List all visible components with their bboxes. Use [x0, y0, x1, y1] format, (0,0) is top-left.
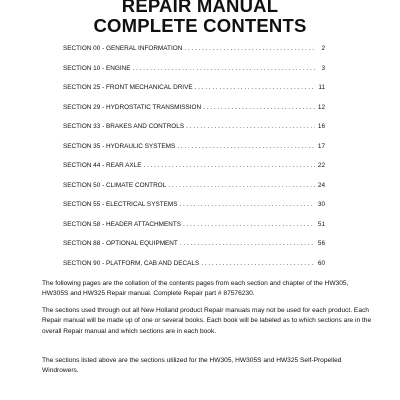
toc-entry[interactable]	[63, 45, 325, 65]
toc-entry-title: SECTION 33 - BRAKES AND CONTROLS	[63, 123, 185, 130]
toc-entry[interactable]	[63, 104, 325, 124]
toc-entry-title: SECTION 58 - HEADER ATTACHMENTS	[63, 220, 182, 228]
toc-entry-page: 56	[317, 240, 325, 247]
toc-leader-dots	[144, 162, 316, 169]
toc-entry-page: 60	[317, 259, 325, 267]
manual-subtitle: COMPLETE CONTENTS	[93, 15, 307, 36]
toc-leader-dots	[177, 143, 315, 150]
toc-entry[interactable]	[63, 260, 325, 280]
toc-leader-dots	[183, 221, 315, 228]
toc-leader-dots	[168, 182, 315, 189]
toc-entry-title: SECTION 90 - PLATFORM, CAB AND DECALS	[63, 259, 200, 267]
toc-entry[interactable]	[63, 84, 325, 104]
toc-entry-title: SECTION 88 - OPTIONAL EQUIPMENT	[63, 240, 178, 247]
toc-leader-dots	[180, 240, 315, 247]
toc-entry-title: SECTION 10 - ENGINE	[63, 64, 131, 72]
toc-entry-title: SECTION 29 - HYDROSTATIC TRANSMISSION	[63, 103, 202, 111]
toc-entry[interactable]	[63, 240, 325, 260]
toc-entry[interactable]	[63, 65, 325, 85]
toc-entry-page: 3	[321, 64, 325, 72]
toc-leader-dots	[201, 260, 315, 267]
toc-entry-title: SECTION 55 - ELECTRICAL SYSTEMS	[63, 201, 178, 208]
toc-leader-dots	[184, 45, 315, 52]
table-of-contents	[63, 45, 325, 279]
toc-entry[interactable]	[63, 201, 325, 221]
toc-entry[interactable]	[63, 123, 325, 143]
toc-leader-dots	[179, 201, 315, 208]
toc-entry[interactable]	[63, 162, 325, 182]
toc-leader-dots	[132, 65, 315, 72]
toc-entry-page: 11	[318, 84, 325, 91]
toc-entry-page: 12	[317, 103, 325, 111]
toc-entry-page: 2	[321, 45, 325, 52]
toc-entry-title: SECTION 50 - CLIMATE CONTROL	[63, 181, 167, 189]
toc-entry[interactable]	[63, 182, 325, 202]
toc-entry-page: 24	[317, 181, 325, 189]
applicability-paragraph: The sections listed above are the sections utilized for the HW305, HW305S and HW325 Self-Propelled Windrowers.	[42, 356, 342, 375]
toc-leader-dots	[195, 84, 315, 91]
toc-entry[interactable]	[63, 143, 325, 163]
toc-entry-page: 22	[317, 162, 325, 169]
toc-entry-title: SECTION 35 - HYDRAULIC SYSTEMS	[63, 142, 176, 150]
toc-entry-title: SECTION 44 - REAR AXLE	[63, 162, 142, 169]
manual-title: REPAIR MANUAL	[121, 0, 279, 16]
toc-leader-dots	[186, 123, 315, 130]
toc-entry-page: 30	[317, 201, 325, 208]
toc-entry-page: 16	[317, 123, 325, 130]
intro-paragraph: The following pages are the collation of the contents pages from each section and chapter of the HW305, HW305S and HW325 Repair manual. Complete Repair part # 87576230.	[42, 279, 349, 298]
sections-paragraph: The sections used through out all New Holland product Repair manuals may not be used for each product. Each Repair manual will be made up of one or several books. Each book will be labeled as to which sections are in the overall Repair manual and which sections are in each book.	[42, 306, 372, 335]
toc-entry-page: 17	[317, 142, 325, 150]
toc-entry-page: 51	[317, 220, 325, 228]
toc-entry-title: SECTION 25 - FRONT MECHANICAL DRIVE	[63, 84, 193, 91]
toc-entry[interactable]	[63, 221, 325, 241]
toc-entry-title: SECTION 00 - GENERAL INFORMATION	[63, 45, 183, 52]
toc-leader-dots	[203, 104, 315, 111]
